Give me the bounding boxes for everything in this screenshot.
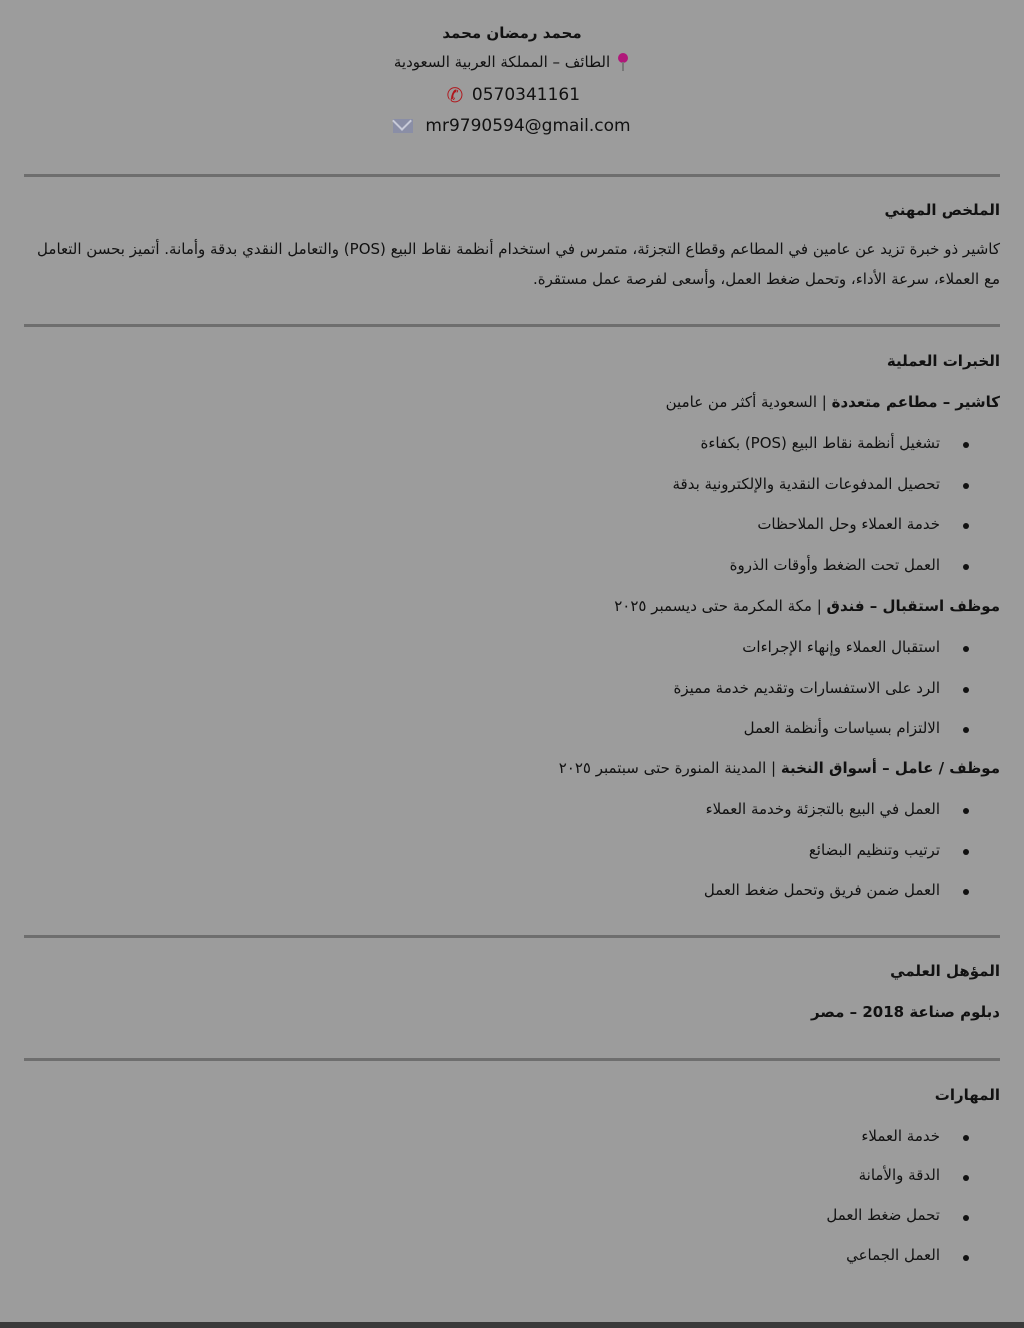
job-detail: مكة المكرمة حتى ديسمبر ٢٠٢٥ <box>614 597 812 615</box>
phone-line <box>0 85 1024 107</box>
list-item: الدقة والأمانة <box>858 1166 940 1184</box>
job-heading: موظف / عامل – أسواق النخبة | المدينة المنورة حتى سبتمبر ٢٠٢٥ <box>558 759 1000 777</box>
bullet-dot <box>963 646 969 652</box>
list-item: تحصيل المدفوعات النقدية والإلكترونية بدقة <box>672 475 940 493</box>
list-item: استقبال العملاء وإنهاء الإجراءات <box>742 638 940 656</box>
summary-line-2: مع العملاء، سرعة الأداء، وتحمل ضغط العمل، وأسعى لفرصة عمل مستقرة. <box>532 270 1000 288</box>
experience-title: الخبرات العملية <box>886 352 1000 370</box>
pin-icon <box>616 53 630 71</box>
email-line <box>0 116 1024 138</box>
list-item: خدمة العملاء <box>861 1127 940 1145</box>
phone-icon: ✆ <box>446 83 464 107</box>
list-item: العمل الجماعي <box>846 1246 940 1264</box>
bullet-dot <box>963 849 969 855</box>
bullet-dot <box>963 523 969 529</box>
job-heading: كاشير – مطاعم متعددة | السعودية أكثر من عامين <box>665 393 1000 411</box>
job-detail: المدينة المنورة حتى سبتمبر ٢٠٢٥ <box>558 759 767 777</box>
bullet-dot <box>963 564 969 570</box>
bullet-dot <box>963 687 969 693</box>
job-role: كاشير – مطاعم متعددة <box>831 393 1000 411</box>
bullet-dot <box>963 889 969 895</box>
phone-text: 0570341161 <box>471 85 581 105</box>
list-item: العمل في البيع بالتجزئة وخدمة العملاء <box>705 800 940 818</box>
bullet-dot <box>963 727 969 733</box>
bullet-dot <box>963 1255 969 1261</box>
mail-icon <box>393 119 413 133</box>
divider <box>24 935 1000 938</box>
bullet-dot <box>963 1175 969 1181</box>
list-item: الالتزام بسياسات وأنظمة العمل <box>743 719 940 737</box>
list-item: تحمل ضغط العمل <box>826 1206 940 1224</box>
job-role: موظف استقبال – فندق <box>826 597 1000 615</box>
bullet-dot <box>963 442 969 448</box>
summary-line-1: كاشير ذو خبرة تزيد عن عامين في المطاعم وقطاع التجزئة، متمرس في استخدام أنظمة نقاط البيع (POS) والتعامل النقدي بدقة وأمانة. أتميز بحسن التعامل <box>37 240 1000 258</box>
bottom-bar <box>0 1322 1024 1328</box>
skills-title: المهارات <box>934 1086 1000 1104</box>
job-detail: السعودية أكثر من عامين <box>665 393 818 411</box>
list-item: تشغيل أنظمة نقاط البيع (POS) بكفاءة <box>700 434 940 452</box>
divider <box>24 174 1000 177</box>
list-item: العمل ضمن فريق وتحمل ضغط العمل <box>703 881 940 899</box>
list-item: العمل تحت الضغط وأوقات الذروة <box>729 556 940 574</box>
job-role: موظف / عامل – أسواق النخبة <box>780 759 1000 777</box>
candidate-name: محمد رمضان محمد <box>442 24 582 42</box>
education-title: المؤهل العلمي <box>890 962 1000 980</box>
bullet-dot <box>963 483 969 489</box>
list-item: الرد على الاستفسارات وتقديم خدمة مميزة <box>673 679 940 697</box>
email-text[interactable]: mr9790594@gmail.com <box>425 116 631 136</box>
list-item: ترتيب وتنظيم البضائع <box>808 841 940 859</box>
list-item: خدمة العملاء وحل الملاحظات <box>757 515 940 533</box>
bullet-dot <box>963 808 969 814</box>
location-text: الطائف – المملكة العربية السعودية <box>393 53 611 71</box>
bullet-dot <box>963 1215 969 1221</box>
degree-line: دبلوم صناعة 2018 – مصر <box>811 1003 1000 1021</box>
divider <box>24 324 1000 327</box>
divider <box>24 1058 1000 1061</box>
bullet-dot <box>963 1135 969 1141</box>
summary-title: الملخص المهني <box>884 201 1000 219</box>
location-line <box>0 53 1024 71</box>
job-heading: موظف استقبال – فندق | مكة المكرمة حتى ديسمبر ٢٠٢٥ <box>614 597 1000 615</box>
